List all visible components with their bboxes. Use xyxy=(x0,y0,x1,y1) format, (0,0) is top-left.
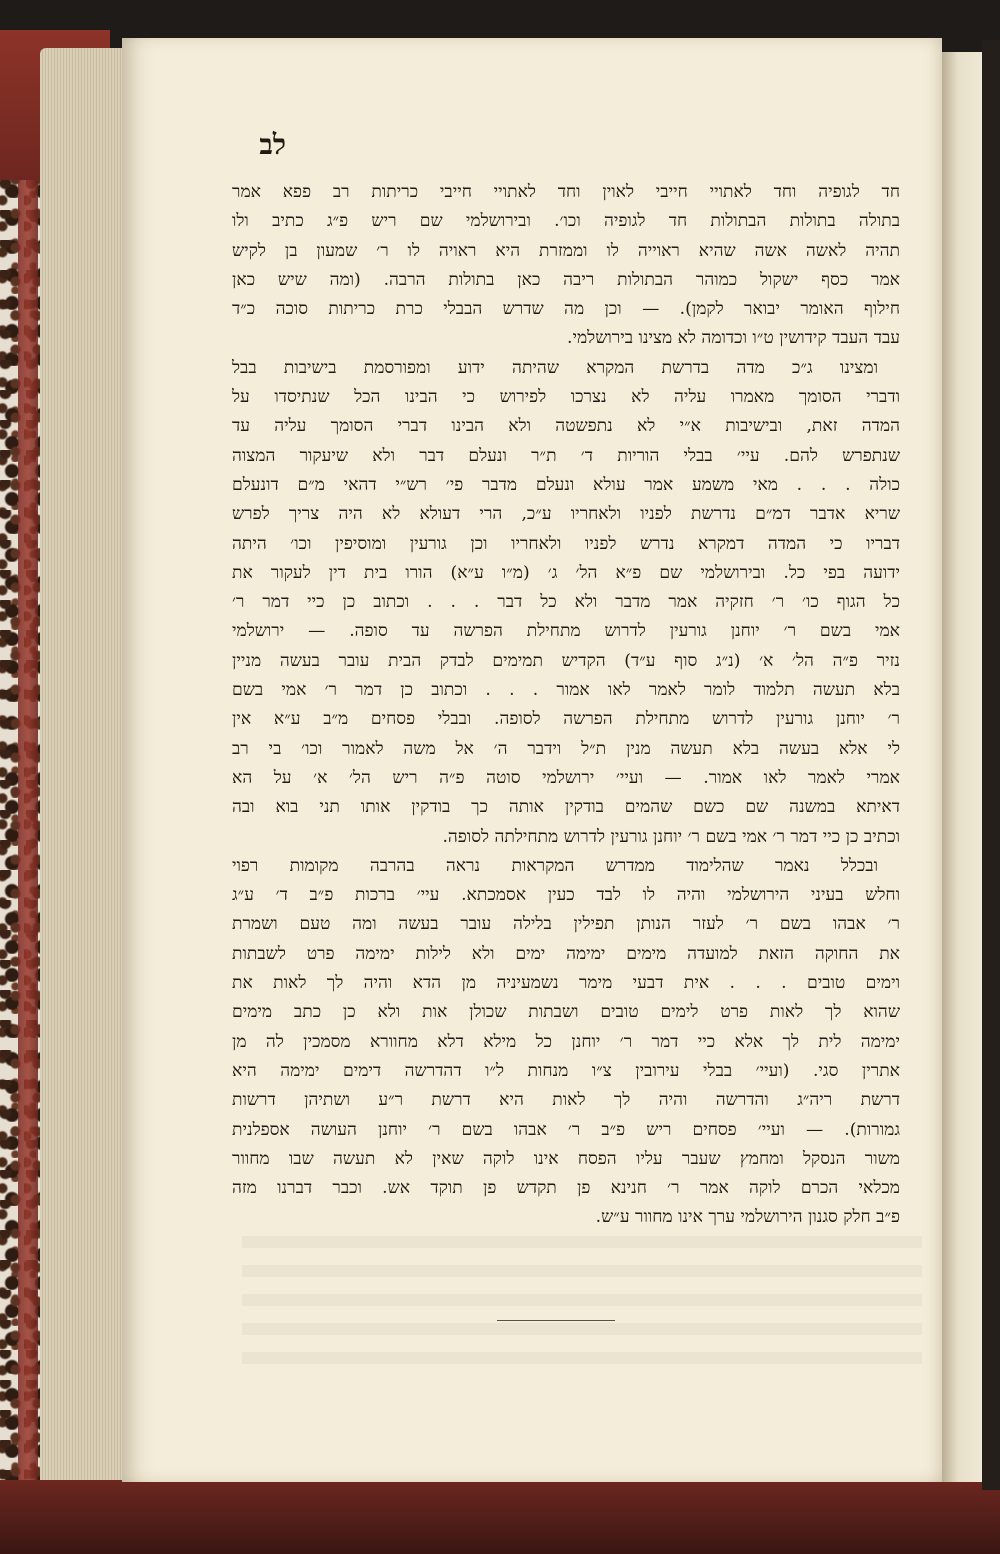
text-line: וכתיב כן כיי דמר ר׳ אמי בשם ר׳ יוחנן גורעין לדרוש מתחילתה לסופה. xyxy=(442,826,900,847)
text-line: דבריו כי המדה דמקרא נדרש לפניו ולאחריו וכן גורעין ומוסיפין וכו׳ היתה xyxy=(232,533,900,554)
text-line: דרשת ריה״ג והדרשה והיה לך לאות היא דרשת ר״ע ושתיהן דרשות xyxy=(232,1090,900,1111)
footnote-separator xyxy=(497,1320,615,1321)
text-line: וימים טובים . . . אית דבעי מימר נשמעיניה מן הדא והיה לך לאות את xyxy=(232,973,900,994)
text-line: לי אלא בעשה בלא תעשה מנין ת״ל וידבר ה׳ אל משה לאמור וכו׳ בי רב xyxy=(232,738,900,759)
text-line: אמרי לאמר לאו אמור. — ועיי׳ ירושלמי סוטה פ״ה ריש הל׳ א׳ על הא xyxy=(232,767,900,788)
text-line: ימימה לית לך אלא כיי דמר ר׳ יוחנן כל מילא דלא מחוורא מסמכין לה מן xyxy=(232,1031,900,1052)
text-line: בלא תעשה תלמוד לומר לאמר לאו אמור . . . וכתוב כן דמר ר׳ אמי בשם xyxy=(232,680,900,701)
page-number: לב xyxy=(259,128,286,161)
text-line: המדה זאת, ובישיבות א״י לא נתפשטה ולא הבינו דברי הסומך עליה עד xyxy=(232,416,900,437)
text-line: ידועה בפי כל. ובירושלמי שם פ״א הל׳ ג׳ (מ״ו ע״א) הורו בית דין לעקור את xyxy=(232,562,900,583)
cover-spine xyxy=(18,40,38,1530)
text-line: וחלש בעיני הירושלמי והיה לו לבד כעין אסמכתא. עיי׳ ברכות פ״ב ד׳ ע״ג xyxy=(232,885,900,906)
text-line: מכלאי הכרם לוקה אמר ר׳ חנינא פן תקדש פן תוקד אש. וכבר דברנו מזה xyxy=(232,1178,900,1199)
facing-page-edge xyxy=(942,52,982,1482)
text-line: נזיר פ״ה הל׳ א׳ (נ״ג סוף ע״ד) הקדיש תמימים לבדק הבית עובר בעשה מניין xyxy=(232,650,900,671)
text-line: אמי בשם ר׳ יוחנן גורעין לדרוש מתחילת הפרשה עד סופה. — ירושלמי xyxy=(232,621,900,642)
text-line: אתרין סגי. (ועיי׳ בבלי עירובין צ״ו מנחות ל״ו דהדרשה דימים ימימה היא xyxy=(232,1060,900,1081)
text-line: שנתפרש להם. עיי׳ בבלי הוריות ד׳ ת״ר ונעלם דבר ולא שיעקור המצוה xyxy=(232,445,900,466)
text-line: פ״ב חלק סגנון הירושלמי ערך אינו מחוור ע״ש. xyxy=(595,1207,900,1228)
text-line: משור הנסקל ומחמץ שעבר עליו הפסח אינו לוקה שאין לא תעשה שבו מחוור xyxy=(232,1148,900,1169)
body-text xyxy=(232,178,900,1233)
text-line: ובכלל נאמר שהלימוד ממדרש המקראות נראה בהרבה מקומות רפוי xyxy=(232,855,878,876)
show-through-text xyxy=(242,1236,922,1376)
text-line: ודברי הסומך מאמרו עליה לא נצרכו לפירוש כי הבינו הכל שנתיסדו על xyxy=(232,387,900,408)
text-line: את החוקה הזאת למועדה מימים ימימה ימים ולא לילות ימימה פרט לשבתות xyxy=(232,943,900,964)
text-line: חד לגופיה וחד לאתויי חייבי לאוין וחד לאתויי חייבי כריתות רב פפא אמר xyxy=(232,182,900,202)
text-line: כל הגוף כו׳ ר׳ חזקיה אמר מדבר ולא כל דבר . . . וכתוב כן כיי דמר ר׳ xyxy=(232,592,900,613)
text-line: ר׳ אבהו בשם ר׳ לעזר הנותן תפילין בלילה עובר בעשה ומה טעם ושמרת xyxy=(232,914,900,935)
text-line: גמורות). — ועיי׳ פסחים ריש פ״ב ר׳ אבהו בשם ר׳ יוחנן העושה אספלנית xyxy=(232,1119,900,1140)
cover-bottom-edge xyxy=(0,1480,1000,1554)
text-line: ר׳ יוחנן גורעין לדרוש מתחילת הפרשה לסופה. ובבלי פסחים מ״ב ע״א אין xyxy=(232,709,900,730)
text-line: בתולה בתולות הבתולות חד לגופיה וכו׳. ובירושלמי שם ריש פ״ג כתיב ולו xyxy=(232,211,900,232)
text-line: שהוא לך לאות פרט לימים טובים ושבתות שכולן אות ולא כן כתב מימים xyxy=(232,1002,900,1023)
text-line: דאיתא במשנה שם כשם שהמים בודקין אותה כך בודקין אותו תני בוא ובה xyxy=(232,797,900,818)
text-line: חילוף האומר יבואר לקמן). — וכן מה שדרש הבבלי כרת כריתות סוכה כ״ד xyxy=(232,299,900,320)
background-edge xyxy=(982,40,1000,1490)
text-line: עבד העבד קידושין ט״ו וכדומה לא מצינו בירושלמי. xyxy=(567,328,900,349)
text-line: שריא אדבר דמ״ם נדרשת לפניו ולאחריו ע״כ, הרי דעולא לא היה צריך לפרש xyxy=(232,504,900,525)
book-page xyxy=(122,38,942,1482)
text-line: אמר כסף ישקול כמוהר הבתולות ריבה כאן בתולות הרבה. (ומה שיש כאן xyxy=(232,269,900,290)
text-line: ומצינו ג״כ מדה בדרשת המקרא שהיתה ידוע ומפורסמת בישיבות בבל xyxy=(232,357,878,378)
text-line: תהיה לאשה אשה שהיא ראוייה לו וממזרת היא ראויה לו ר׳ שמעון בן לקיש xyxy=(232,240,900,261)
text-line: כולה . . . מאי משמע אמר עולא ונעלם מדבר פי׳ רש״י דהאי מ״ם דונעלם xyxy=(232,474,900,495)
